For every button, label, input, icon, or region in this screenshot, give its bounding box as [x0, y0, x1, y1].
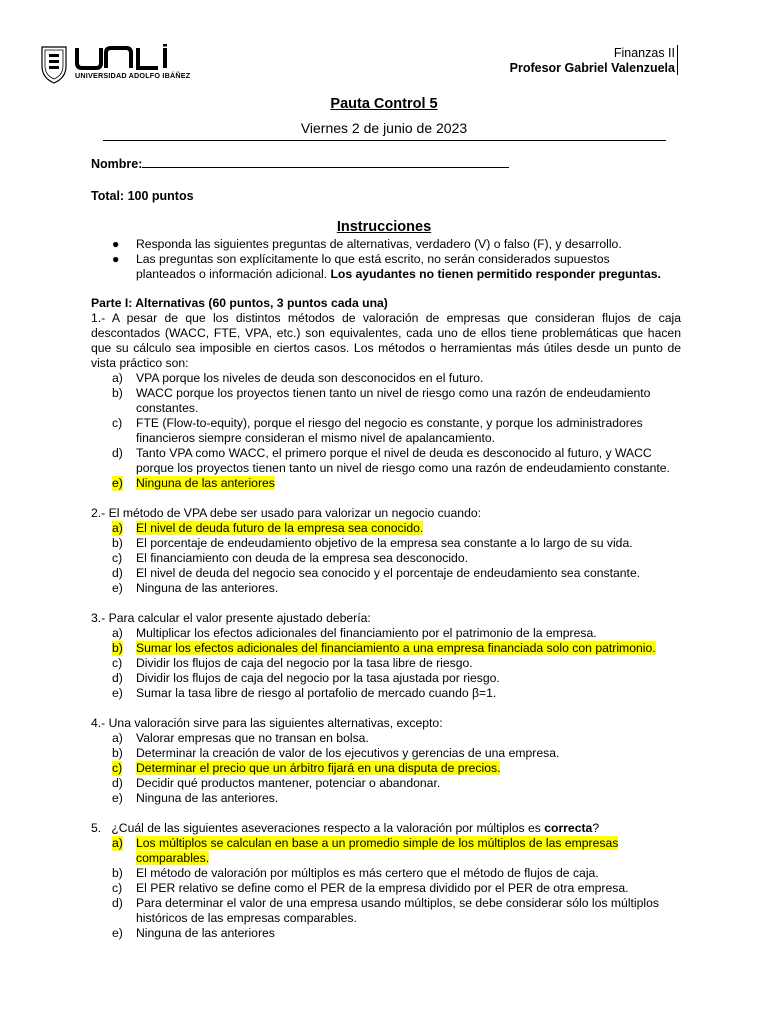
part-one — [91, 296, 681, 941]
option-item: b) Determinar la creación de valor de los ejecutivos y gerencias de una empresa. — [112, 746, 560, 760]
option-item: b) El método de valoración por múltiplos es más certero que el método de flujos de caja. — [112, 866, 599, 880]
option-item-correct: b) Sumar los efectos adicionales del financiamiento a una empresa financiada solo con patrimonio. — [112, 641, 656, 655]
options-q1 — [91, 371, 681, 491]
option-item: c) El financiamiento con deuda de la empresa sea desconocido. — [112, 551, 468, 565]
option-item: e) Ninguna de las anteriores — [112, 926, 275, 940]
option-item: d) El nivel de deuda del negocio sea conocido y el porcentaje de endeudamiento sea constante. — [112, 566, 641, 580]
option-item: c) El PER relativo se define como el PER de la empresa dividido por el PER de otra empresa. — [112, 881, 629, 895]
options-q5 — [91, 836, 681, 941]
instructions-list — [112, 237, 672, 282]
name-field — [91, 156, 509, 171]
option-item-correct: e) Ninguna de las anteriores — [112, 476, 275, 490]
professor-name: Profesor Gabriel Valenzuela — [509, 61, 675, 75]
option-item-correct: c) Determinar el precio que un árbitro fijará en una disputa de precios. — [112, 761, 501, 775]
question-4: 4.- Una valoración sirve para las siguientes alternativas, excepto: — [91, 716, 443, 730]
university-name: UNIVERSIDAD ADOLFO IBÁÑEZ — [75, 71, 191, 80]
option-item: a) VPA porque los niveles de deuda son desconocidos en el futuro. — [112, 371, 484, 385]
option-item: d) Para determinar el valor de una empresa usando múltiplos, se debe considerar sólo los múltiplos históricos de las empresas comparables. — [112, 896, 659, 925]
option-item-correct: a) Los múltiplos se calculan en base a un promedio simple de los múltiplos de las empresas comparables. — [112, 836, 619, 865]
option-item: d) Tanto VPA como WACC, el primero porque el nivel de deuda es desconocido al futuro, y WACC porque los proyectos tienen tanto un nivel de riesgo como una razón de endeudamiento constante. — [112, 446, 670, 475]
option-item: e) Ninguna de las anteriores. — [112, 581, 279, 595]
option-item: e) Sumar la tasa libre de riesgo al portafolio de mercado cuando β=1. — [112, 686, 497, 700]
options-q2 — [91, 521, 681, 596]
exam-date: Viernes 2 de junio de 2023 — [300, 120, 468, 136]
option-item: c) Dividir los flujos de caja del negocio por la tasa libre de riesgo. — [112, 656, 473, 670]
name-blank-line — [142, 156, 509, 168]
option-item: e) Ninguna de las anteriores. — [112, 791, 279, 805]
part-title: Parte I: Alternativas (60 puntos, 3 puntos cada una) — [91, 296, 388, 310]
option-item: d) Decidir qué productos mantener, potenciar o abandonar. — [112, 776, 441, 790]
option-item: b) El porcentaje de endeudamiento objetivo de la empresa sea constante a lo largo de su vida. — [112, 536, 633, 550]
header-divider — [677, 45, 678, 75]
option-item: a) Valorar empresas que no transan en bolsa. — [112, 731, 369, 745]
bullet-icon: ● — [112, 237, 120, 251]
question-5: 5. ¿Cuál de las siguientes aseveraciones respecto a la valoración por múltiplos es correcta? — [91, 821, 600, 835]
option-item: a) Multiplicar los efectos adicionales del financiamiento por el patrimonio de la empresa. — [112, 626, 597, 640]
instruction-item: ● Las preguntas son explícitamente lo que está escrito, no serán considerados supuestos planteados o información adicional. Los ayudantes no tienen permitido responder preguntas. — [112, 252, 661, 281]
name-label: Nombre: — [91, 157, 143, 171]
options-q3 — [91, 626, 681, 701]
option-item: c) FTE (Flow-to-equity), porque el riesgo del negocio es constante, y porque los administradores financieros siempre consideran el mismo nivel de apalancamiento. — [112, 416, 643, 445]
course-name: Finanzas II — [613, 46, 675, 60]
option-item: b) WACC porque los proyectos tienen tanto un nivel de riesgo como una razón de endeudamiento constantes. — [112, 386, 651, 415]
question-3: 3.- Para calcular el valor presente ajustado debería: — [91, 611, 371, 625]
bullet-icon: ● — [112, 252, 120, 266]
title-rule — [103, 140, 666, 141]
total-points: Total: 100 puntos — [91, 189, 194, 203]
option-item: d) Dividir los flujos de caja del negocio por la tasa ajustada por riesgo. — [112, 671, 500, 685]
exam-title: Pauta Control 5 — [330, 96, 438, 112]
options-q4 — [91, 731, 681, 806]
instruction-item: ● Responda las siguientes preguntas de alternativas, verdadero (V) o falso (F), y desarrollo. — [112, 237, 622, 251]
instructions-title: Instrucciones — [336, 219, 432, 235]
question-1: 1.- A pesar de que los distintos métodos de valoración de empresas que consideran flujos de caja descontados (WACC, FTE, VPA, etc.) son equivalentes, cada uno de ellos tiene problemáticas que hacen que su cálculo sea imposible en ciertos casos. Los métodos o herramientas más útiles desde un punto de vista práctico son: — [91, 311, 681, 370]
question-2: 2.- El método de VPA debe ser usado para valorizar un negocio cuando: — [91, 506, 482, 520]
option-item-correct: a) El nivel de deuda futuro de la empresa sea conocido. — [112, 521, 424, 535]
